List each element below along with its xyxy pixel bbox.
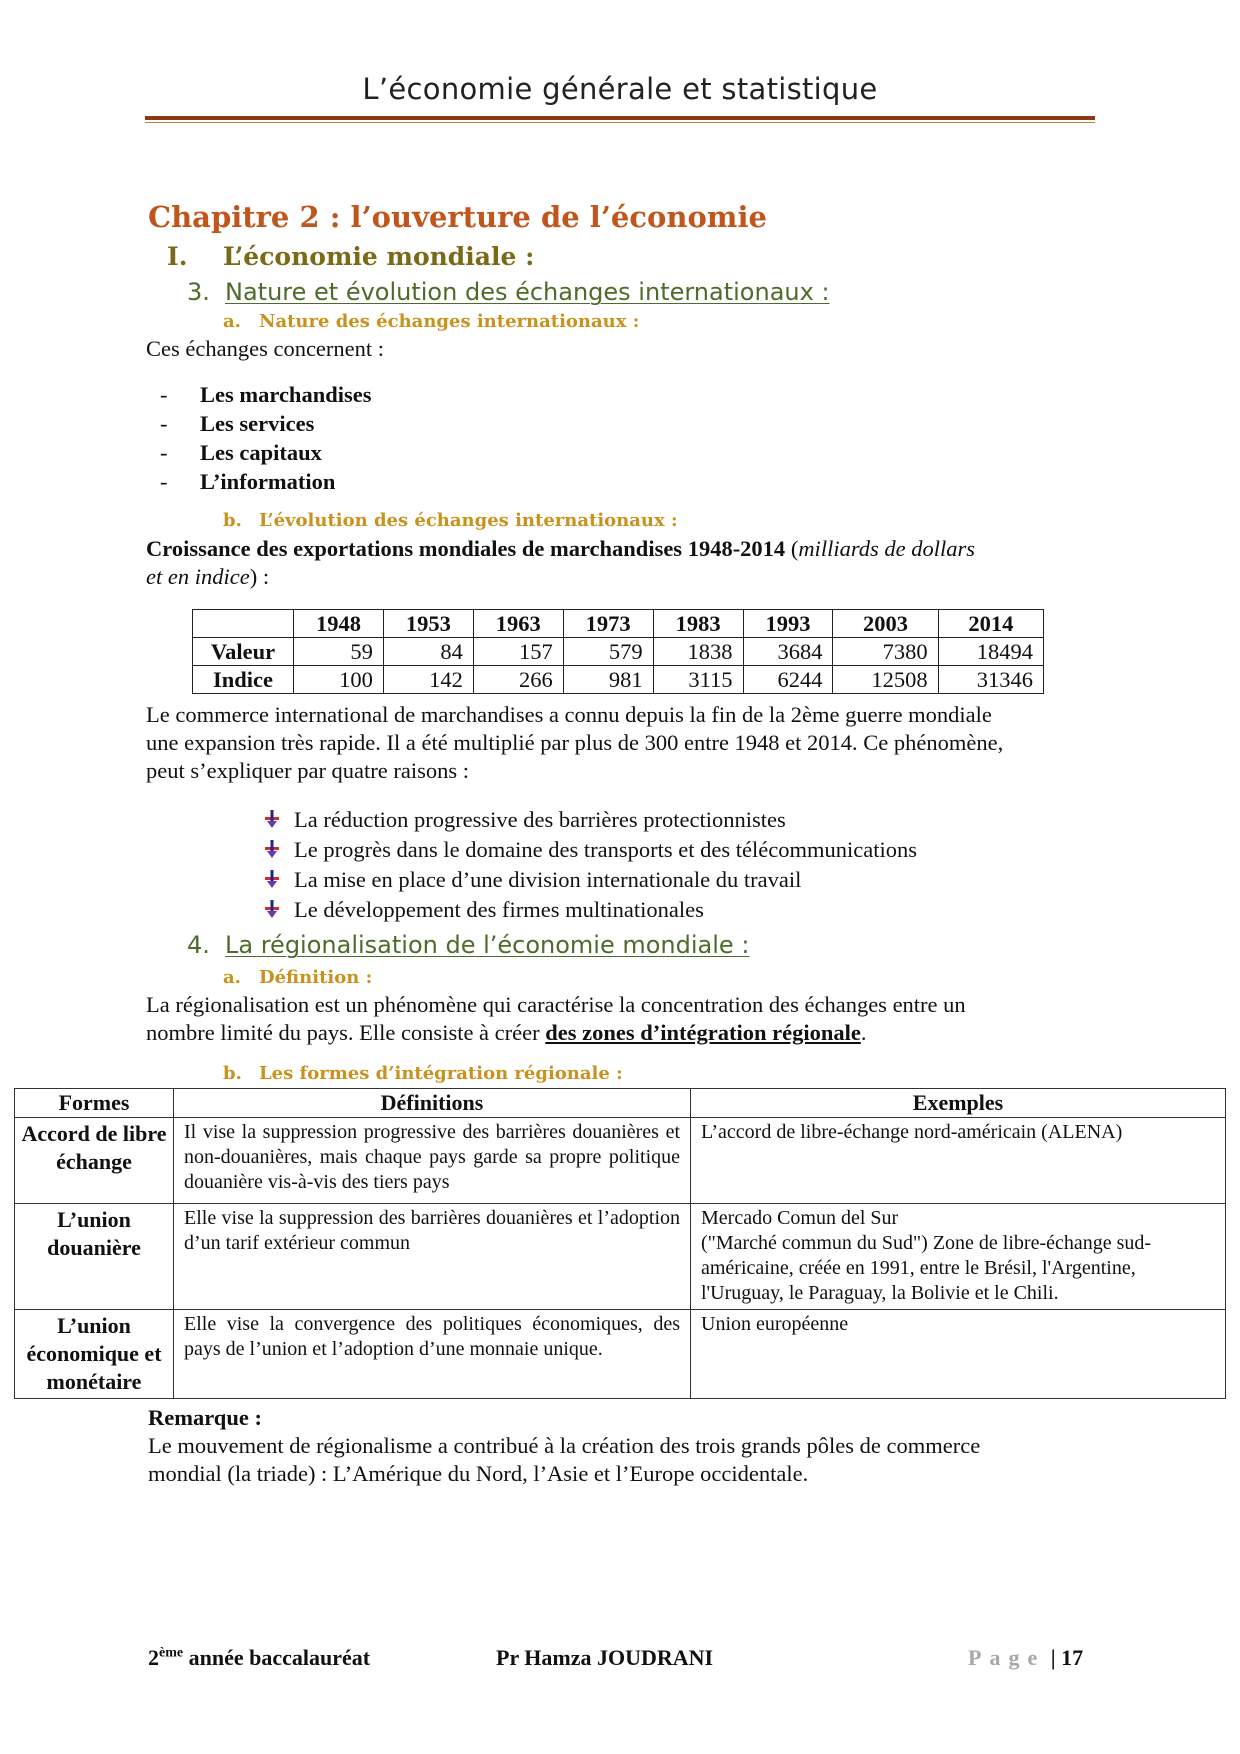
subsection-3b-heading — [223, 510, 678, 531]
footer-text: 2 — [148, 1645, 159, 1670]
caption-bold: Croissance des exportations mondiales de marchandises 1948-2014 — [146, 536, 786, 561]
example-line: L’accord de libre-échange nord-américain (ALENA) — [701, 1121, 1123, 1143]
form-example — [691, 1310, 1226, 1399]
item-title: Nature des échanges internationaux : — [259, 311, 640, 332]
list-item-text: Le développement des firmes multinationales — [294, 897, 704, 923]
table-cell: 31346 — [938, 666, 1043, 694]
page-number: 17 — [1061, 1645, 1084, 1670]
integration-forms-table — [14, 1088, 1226, 1399]
page-label: Page — [968, 1645, 1046, 1670]
table-header-row — [15, 1089, 1226, 1118]
row-label: Indice — [193, 666, 294, 694]
list-item-text: La mise en place d’une division internationale du travail — [294, 867, 802, 893]
subsection-number: 4. — [187, 931, 210, 959]
paragraph-line: mondial (la triade) : L’Amérique du Nord, l’Asie et l’Europe occidentale. — [148, 1461, 809, 1486]
paragraph-line: La régionalisation est un phénomène qui caractérise la concentration des échanges entre un — [146, 992, 966, 1017]
item-title: Les formes d’intégration régionale : — [259, 1063, 623, 1084]
paragraph-line: Le mouvement de régionalisme a contribué à la création des trois grands pôles de commerce — [148, 1433, 981, 1458]
section-heading — [167, 242, 534, 271]
table-row — [15, 1204, 1226, 1310]
list-item — [262, 806, 917, 836]
year-header: 1983 — [653, 610, 743, 638]
table-cell: 266 — [473, 666, 563, 694]
table-header-row — [193, 610, 1044, 638]
list-item-text: Le progrès dans le domaine des transports et des télécommunications — [294, 837, 917, 863]
subsection-4a-heading — [223, 967, 372, 988]
list-item — [160, 409, 371, 438]
footer-superscript: ème — [159, 1645, 184, 1661]
footer-author: Pr Hamza JOUDRANI — [496, 1645, 714, 1670]
chapter-title: Chapitre 2 : l’ouverture de l’économie — [148, 200, 767, 234]
year-header: 1948 — [294, 610, 384, 638]
subsection-3-heading — [187, 278, 830, 306]
subsection-3a-heading — [223, 311, 639, 332]
exchanges-list — [160, 380, 371, 496]
table-cell: 3115 — [653, 666, 743, 694]
table-cell: 157 — [473, 638, 563, 666]
table-row — [15, 1118, 1226, 1204]
section-title: L’économie mondiale : — [223, 242, 535, 271]
item-letter: a. — [223, 311, 241, 332]
subsection-title: Nature et évolution des échanges internationaux : — [225, 278, 830, 306]
subsection-number: 3. — [187, 278, 210, 306]
year-header: 1993 — [743, 610, 833, 638]
item-letter: a. — [223, 967, 241, 988]
remark-title: Remarque : — [148, 1405, 262, 1430]
year-header: 2003 — [833, 610, 938, 638]
table-cell: 100 — [294, 666, 384, 694]
paragraph-line: Le commerce international de marchandises a connu depuis la fin de la 2ème guerre mondiale — [146, 702, 992, 727]
example-line: Mercado Comun del Sur — [701, 1207, 899, 1229]
table-cell: 18494 — [938, 638, 1043, 666]
paragraph-line — [146, 1019, 1106, 1047]
list-item — [160, 467, 371, 496]
growth-caption — [146, 535, 1096, 591]
row-label: Valeur — [193, 638, 294, 666]
form-name: L’union économique et monétaire — [15, 1310, 174, 1399]
caption-italic: milliards de dollars — [798, 536, 975, 561]
header-rule-thin — [145, 122, 1095, 123]
arrow-down-bullet-icon — [262, 868, 294, 897]
year-header: 2014 — [938, 610, 1043, 638]
table-cell: 6244 — [743, 666, 833, 694]
footer-page — [968, 1645, 1083, 1671]
form-name: Accord de libre échange — [15, 1118, 174, 1204]
item-letter: b. — [223, 1063, 242, 1084]
item-title: Définition : — [259, 967, 373, 988]
example-line: ("Marché commun du Sud") Zone de libre-échange sud-américaine, créée en 1991, entre le Brésil, l'Argentine, l'Uruguay, le Paraguay, la Bolivie et le Chili. — [701, 1232, 1152, 1304]
subsection-title: La régionalisation de l’économie mondiale : — [225, 931, 750, 959]
list-item — [262, 836, 917, 866]
footer-level — [148, 1645, 370, 1671]
caption-paren: ( — [790, 536, 799, 561]
dash-bullet: - — [160, 411, 168, 436]
subsection-4b-heading — [223, 1063, 623, 1084]
dash-bullet: - — [160, 469, 168, 494]
paragraph-line: une expansion très rapide. Il a été multiplié par plus de 300 entre 1948 et 2014. Ce phénomène, — [146, 730, 1004, 755]
table-row — [193, 666, 1044, 694]
form-definition: Elle vise la convergence des politiques économiques, des pays de l’union et l’adoption d’une monnaie unique. — [174, 1310, 691, 1399]
form-example — [691, 1204, 1226, 1310]
table-cell: 59 — [294, 638, 384, 666]
footer-text: année baccalauréat — [183, 1645, 371, 1670]
year-header: 1963 — [473, 610, 563, 638]
list-item — [262, 896, 917, 926]
form-name: L’union douanière — [15, 1204, 174, 1310]
page-separator: | — [1050, 1645, 1056, 1670]
column-header: Exemples — [691, 1089, 1226, 1118]
text-run: . — [860, 1020, 867, 1045]
table-cell: 84 — [383, 638, 473, 666]
paragraph-line: peut s’expliquer par quatre raisons : — [146, 758, 470, 783]
table-row — [193, 638, 1044, 666]
table-cell: 981 — [563, 666, 653, 694]
list-item-text: Les capitaux — [200, 440, 322, 465]
definition-paragraph — [146, 991, 1106, 1047]
section-number: I. — [167, 242, 188, 271]
table-corner — [193, 610, 294, 638]
dash-bullet: - — [160, 440, 168, 465]
example-line: Union européenne — [701, 1313, 849, 1335]
header-rule — [145, 116, 1095, 120]
table-row — [15, 1310, 1226, 1399]
list-item — [160, 380, 371, 409]
arrow-down-bullet-icon — [262, 808, 294, 837]
subsection-4-heading — [187, 931, 749, 959]
caption-italic: et en indice — [146, 564, 250, 589]
table-cell: 7380 — [833, 638, 938, 666]
list-item-text: Les marchandises — [200, 382, 372, 407]
table-cell: 1838 — [653, 638, 743, 666]
table-cell: 3684 — [743, 638, 833, 666]
column-header: Formes — [15, 1089, 174, 1118]
exports-table — [192, 609, 1044, 694]
remark-block — [148, 1404, 1108, 1488]
column-header: Définitions — [174, 1089, 691, 1118]
year-header: 1953 — [383, 610, 473, 638]
year-header: 1973 — [563, 610, 653, 638]
form-definition: Il vise la suppression progressive des barrières douanières et non-douanières, mais chaque pays garde sa propre politique douanière vis-à-vis des tiers pays — [174, 1118, 691, 1204]
caption-end: ) : — [249, 564, 270, 589]
intro-text: Ces échanges concernent : — [146, 336, 385, 361]
dash-bullet: - — [160, 382, 168, 407]
key-term: des zones d’intégration régionale — [545, 1020, 861, 1045]
list-item-text: La réduction progressive des barrières protectionnistes — [294, 807, 786, 832]
item-title: L’évolution des échanges internationaux : — [259, 510, 678, 531]
form-example — [691, 1118, 1226, 1204]
arrow-down-bullet-icon — [262, 838, 294, 867]
table-cell: 579 — [563, 638, 653, 666]
list-item-text: L’information — [200, 469, 336, 494]
text-run: nombre limité du pays. Elle consiste à créer — [146, 1020, 546, 1045]
document-header-title: L’économie générale et statistique — [362, 72, 878, 106]
list-item — [160, 438, 371, 467]
table-cell: 142 — [383, 666, 473, 694]
list-item — [262, 866, 917, 896]
commerce-paragraph — [146, 701, 1106, 785]
arrow-down-bullet-icon — [262, 898, 294, 927]
reasons-list — [262, 806, 917, 926]
list-item-text: Les services — [200, 411, 315, 436]
item-letter: b. — [223, 510, 242, 531]
form-definition: Elle vise la suppression des barrières douanières et l’adoption d’un tarif extérieur commun — [174, 1204, 691, 1310]
table-cell: 12508 — [833, 666, 938, 694]
